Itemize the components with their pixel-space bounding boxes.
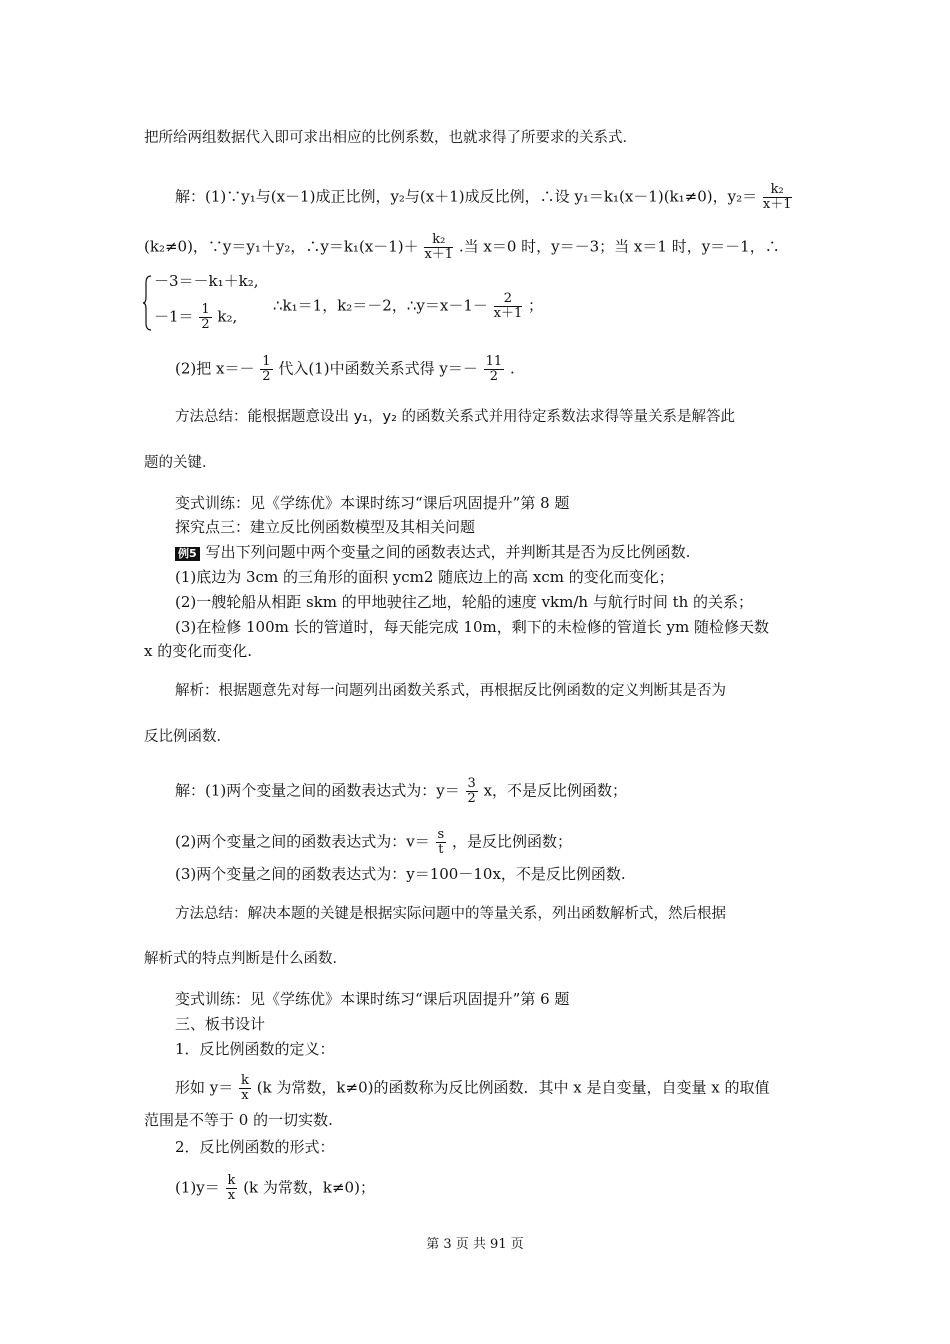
method-summary-1: 方法总结：能根据题意设出 y₁，y₂ 的函数关系式并用待定系数法求得等量关系是解答此 xyxy=(175,409,736,425)
method-summary-1-cont: 题的关键． xyxy=(144,455,217,471)
fraction-denominator: t xyxy=(438,842,444,857)
variant-training-1: 变式训练：见《学练优》本课时练习“课后巩固提升”第 8 题 xyxy=(175,494,570,512)
fraction-numerator: k xyxy=(241,1073,249,1088)
question-3-cont: x 的变化而变化. xyxy=(144,642,252,660)
analysis-cont: 反比例函数． xyxy=(144,729,231,745)
solution-part-2 xyxy=(175,355,515,384)
fraction-numerator: 1 xyxy=(201,302,210,317)
form-1 xyxy=(175,1174,375,1203)
fraction xyxy=(239,1074,251,1103)
equation-system-brace xyxy=(142,275,152,331)
text-span: 代入(1)中函数关系式得 y＝－ xyxy=(278,359,478,378)
fraction-numerator: 1 xyxy=(262,354,271,369)
system-result xyxy=(273,292,543,321)
system-equation-1: －3＝－k₁＋k₂, xyxy=(154,272,259,290)
text-span: (1)y＝ xyxy=(175,1178,220,1197)
definition-line xyxy=(175,1074,769,1103)
definition-cont: 范围是不等于 0 的一切实数. xyxy=(144,1111,333,1129)
fraction xyxy=(199,303,211,332)
text-span: ∴k₁＝1，k₂＝－2，∴y＝x－1－ xyxy=(273,296,488,315)
fraction xyxy=(424,233,453,262)
text-span: (k 为常数，k≠0)的函数称为反比例函数．其中 x 是自变量，自变量 x 的取值 xyxy=(256,1078,770,1097)
solution-line-1 xyxy=(175,183,793,212)
fraction xyxy=(226,1174,238,1203)
text-span: 写出下列问题中两个变量之间的函数表达式，并判断其是否为反比例函数. xyxy=(205,543,691,561)
fraction xyxy=(494,292,523,321)
fraction-numerator: k₂ xyxy=(763,183,792,198)
question-3: (3)在检修 100m 长的管道时，每天能完成 10m，剩下的未检修的管道长 ym 随检修天数 xyxy=(175,618,769,636)
system-equation-2 xyxy=(154,303,237,332)
answer-2 xyxy=(175,828,572,857)
text-span: (2)两个变量之间的函数表达式为：v＝ xyxy=(175,832,430,851)
fraction xyxy=(763,183,792,212)
fraction-numerator: 3 xyxy=(467,776,476,791)
fraction-denominator: 2 xyxy=(489,369,499,384)
fraction-denominator: x＋1 xyxy=(493,306,523,321)
text-span: (k₂≠0)，∵y＝y₁＋y₂，∴y＝k₁(x－1)＋ xyxy=(144,237,419,256)
question-1: (1)底边为 3cm 的三角形的面积 ycm2 随底边上的高 xcm 的变化而变化； xyxy=(175,568,674,586)
text-span: 解：(1)两个变量之间的函数表达式为：y＝ xyxy=(175,781,460,800)
text-span: x，不是反比例函数； xyxy=(483,781,628,800)
text-span: ，是反比例函数； xyxy=(451,832,572,851)
text-span: k₂, xyxy=(217,307,238,326)
text-span: . xyxy=(509,359,515,378)
board-item-2: 2．反比例函数的形式： xyxy=(175,1138,335,1156)
text-span: .当 x＝0 时，y＝－3；当 x＝1 时，y＝－1，∴ xyxy=(458,237,780,256)
fraction-denominator: 2 xyxy=(201,317,210,332)
fraction-numerator: k₂ xyxy=(424,233,453,248)
text-span: 形如 y＝ xyxy=(175,1078,234,1097)
board-item-1: 1．反比例函数的定义： xyxy=(175,1040,335,1058)
text-span: －1＝ xyxy=(154,307,194,326)
fraction xyxy=(436,828,447,857)
section-board-design: 三、板书设计 xyxy=(175,1015,266,1033)
example-tag: 例5 xyxy=(175,547,200,561)
example-5 xyxy=(175,542,690,562)
text-span: 解：(1)∵y₁与(x－1)成正比例，y₂与(x＋1)成反比例，∴设 y₁＝k₁(x－1)(k₁≠0)，y₂＝ xyxy=(175,187,758,206)
answer-3: (3)两个变量之间的函数表达式为：y＝100－10x，不是反比例函数. xyxy=(175,865,626,883)
fraction-denominator: 2 xyxy=(262,369,271,384)
explore-point-3: 探究点三：建立反比例函数模型及其相关问题 xyxy=(175,518,476,536)
fraction-denominator: 2 xyxy=(467,791,476,806)
variant-training-2: 变式训练：见《学练优》本课时练习“课后巩固提升”第 6 题 xyxy=(175,990,570,1008)
analysis: 解析：根据题意先对每一问题列出函数关系式，再根据反比例函数的定义判断其是否为 xyxy=(175,683,726,699)
fraction-numerator: s xyxy=(437,827,445,842)
method-summary-2: 方法总结：解决本题的关键是根据实际问题中的等量关系，列出函数解析式，然后根据 xyxy=(175,906,726,922)
solution-line-2 xyxy=(144,233,780,262)
fraction-numerator: k xyxy=(227,1173,236,1188)
fraction-numerator: 11 xyxy=(485,354,503,369)
text-span: (k 为常数，k≠0)； xyxy=(243,1178,375,1197)
fraction-denominator: x＋1 xyxy=(762,197,792,212)
question-2: (2)一艘轮船从相距 skm 的甲地驶往乙地，轮船的速度 vkm/h 与航行时间 th 的关系； xyxy=(175,593,754,611)
fraction xyxy=(260,355,272,384)
fraction xyxy=(466,777,478,806)
fraction xyxy=(484,355,505,384)
page-footer: 第 3 页 共 91 页 xyxy=(426,1237,524,1252)
fraction-denominator: x＋1 xyxy=(424,247,454,262)
method-summary-2-cont: 解析式的特点判断是什么函数． xyxy=(144,951,347,967)
text-span: (2)把 x＝－ xyxy=(175,359,255,378)
fraction-denominator: x xyxy=(241,1088,249,1103)
intro-line: 把所给两组数据代入即可求出相应的比例系数，也就求得了所要求的关系式． xyxy=(144,130,637,146)
text-span: ； xyxy=(528,296,544,315)
fraction-numerator: 2 xyxy=(494,292,523,307)
fraction-denominator: x xyxy=(227,1188,236,1203)
answer-1 xyxy=(175,777,627,806)
